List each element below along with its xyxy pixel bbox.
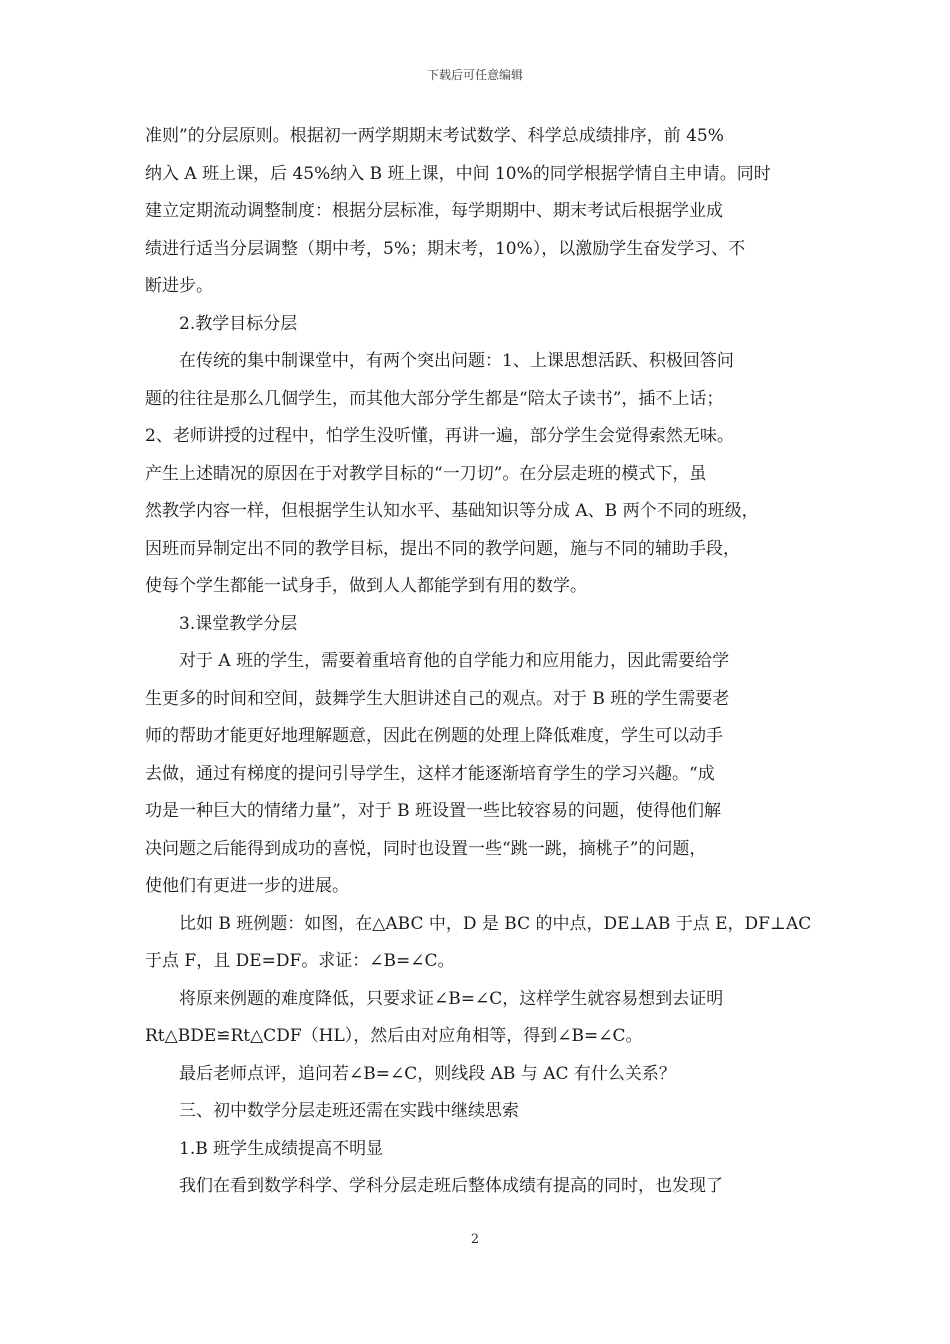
text-line: 准则”的分层原则。根据初一两学期期末考试数学、科学总成绩排序，前 45% [145,126,724,146]
section-heading: 2.教学目标分层 [179,313,298,334]
page-number: 2 [470,1232,480,1247]
text-line: 比如 B 班例题：如图，在△ABC 中，D 是 BC 的中点，DE⊥AB 于点 E，DF⊥AC [179,913,812,934]
text-line: 最后老师点评，追问若∠B=∠C，则线段 AB 与 AC 有什么关系？ [179,1063,676,1084]
text-line: 因班而异制定出不同的教学目标，提出不同的教学问题，施与不同的辅助手段， [145,538,740,559]
text-line: 我们在看到数学科学、学科分层走班后整体成绩有提高的同时，也发现了 [179,1176,723,1196]
text-line: 产生上述睛况的原因在于对教学目标的“一刀切”。在分层走班的模式下，虽 [145,463,707,484]
section-heading: 3.课堂教学分层 [179,613,298,634]
document-body [145,118,810,1206]
text-line: 在传统的集中制课堂中，有两个突出问题：1、上课思想活跃、积极回答问 [179,351,734,371]
text-line: 纳入 A 班上课，后 45%纳入 B 班上课，中间 10%的同学根据学情自主申请。同时 [145,163,771,184]
text-line: Rt△BDE≌Rt△CDF（HL），然后由对应角相等，得到∠B=∠C。 [145,1026,643,1046]
section-heading: 三、初中数学分层走班还需在实践中继续思索 [179,1101,519,1121]
text-line: 去做，通过有梯度的提问引导学生，这样才能逐渐培育学生的学习兴趣。“成 [145,763,715,784]
text-line: 师的帮助才能更好地理解题意，因此在例题的处理上降低难度，学生可以动手 [145,726,723,746]
text-line: 然教学内容一样，但根据学生认知水平、基础知识等分成 A、B 两个不同的班级， [145,501,759,521]
text-line: 断进步。 [145,276,213,296]
text-line: 决问题之后能得到成功的喜悦，同时也设置一些“跳一跳，摘桃子”的问题， [145,838,707,859]
text-line: 绩进行适当分层调整（期中考，5%；期末考，10%），以激励学生奋发学习、不 [145,238,746,259]
text-line: 将原来例题的难度降低，只要求证∠B=∠C，这样学生就容易想到去证明 [179,988,724,1009]
text-line: 2、老师讲授的过程中，怕学生没听懂，再讲一遍，部分学生会觉得索然无味。 [145,426,734,446]
text-line: 建立定期流动调整制度：根据分层标准，每学期期中、期末考试后根据学业成 [145,201,723,221]
text-line: 生更多的时间和空间，鼓舞学生大胆讲述自己的观点。对于 B 班的学生需要老 [145,688,730,709]
text-line: 于点 F，且 DE=DF。求证：∠B=∠C。 [145,951,455,971]
text-line: 功是一种巨大的情绪力量”，对于 B 班设置一些比较容易的问题，使得他们解 [145,801,721,821]
page-header: 下载后可任意编辑 [426,68,523,82]
text-line: 对于 A 班的学生，需要着重培育他的自学能力和应用能力，因此需要给学 [179,651,730,671]
text-line: 使每个学生都能一试身手，做到人人都能学到有用的数学。 [145,576,587,596]
text-line: 使他们有更进一步的进展。 [145,876,349,896]
section-heading: 1.B 班学生成绩提高不明显 [179,1138,384,1159]
text-line: 题的往往是那么几個学生，而其他大部分学生都是“陪太子读书”，插不上话； [145,388,724,409]
